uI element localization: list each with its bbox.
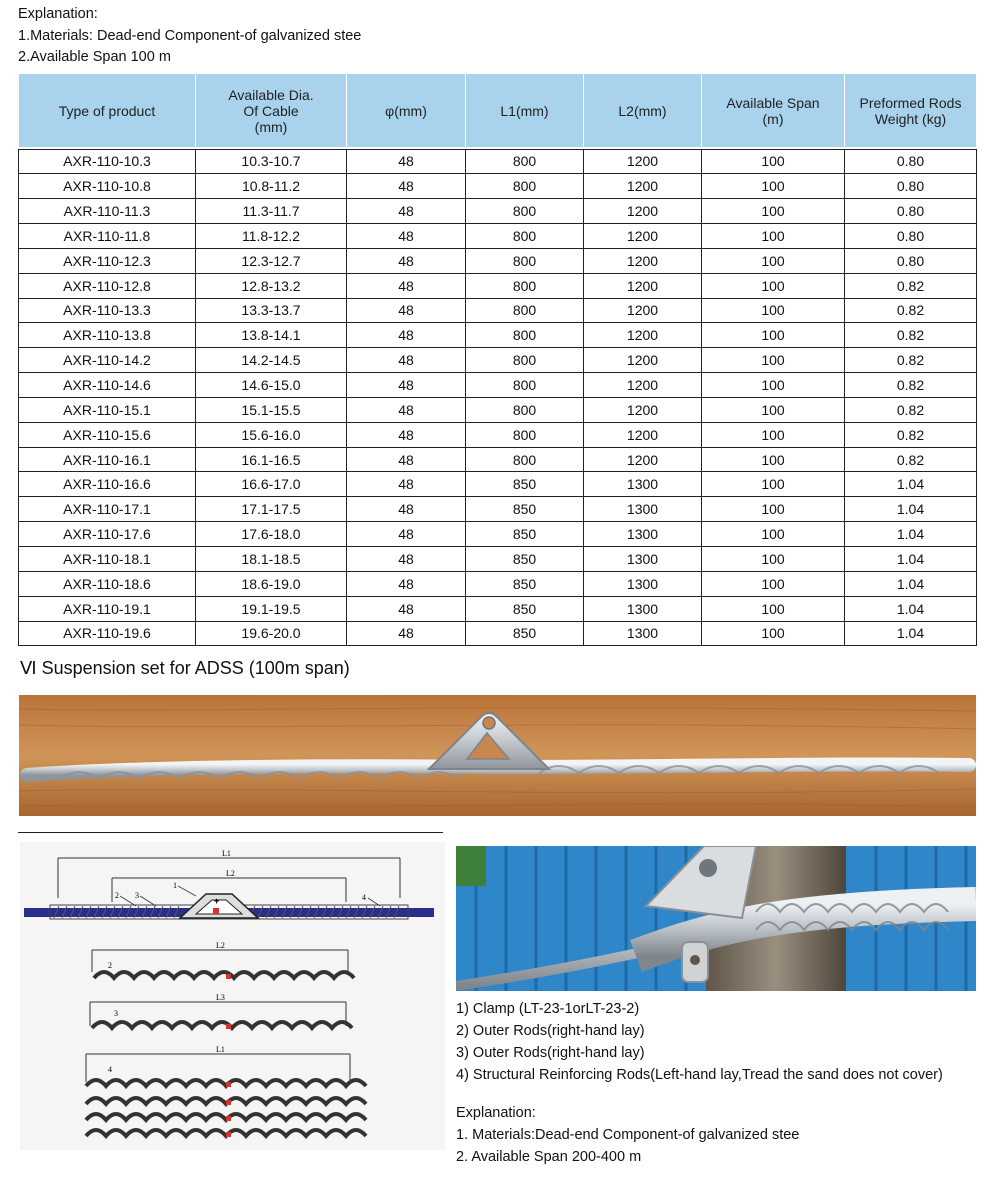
table-cell: 1.04 xyxy=(845,522,977,547)
table-cell: 100 xyxy=(702,397,845,422)
table-cell: 48 xyxy=(347,273,466,298)
table-row xyxy=(19,323,977,348)
legend-item: 4) Structural Reinforcing Rods(Left-hand lay,Tread the sand does not cover) xyxy=(456,1067,943,1083)
table-cell: 800 xyxy=(466,447,584,472)
table-row xyxy=(19,621,977,646)
table-row xyxy=(19,497,977,522)
table-cell: 100 xyxy=(702,199,845,224)
table-cell: 15.6-16.0 xyxy=(196,422,347,447)
diagram-label-n4: 4 xyxy=(362,893,366,902)
table-cell: 48 xyxy=(347,596,466,621)
table-header-cell xyxy=(466,74,584,147)
explanation-top xyxy=(18,4,361,69)
table-cell: AXR-110-11.3 xyxy=(19,199,196,224)
table-header-line: Type of product xyxy=(58,102,156,119)
table-header-cell xyxy=(702,74,845,147)
table-cell: 0.82 xyxy=(845,422,977,447)
table-cell: AXR-110-10.3 xyxy=(19,149,196,174)
table-cell: 1300 xyxy=(584,472,702,497)
table-cell: 800 xyxy=(466,298,584,323)
table-cell: AXR-110-13.3 xyxy=(19,298,196,323)
suspension-assembly-drawing xyxy=(20,842,445,1150)
table-header-line: Available Span xyxy=(726,94,820,111)
diagram-label-n1: 1 xyxy=(173,881,177,890)
table-cell: 800 xyxy=(466,224,584,249)
table-cell: 1300 xyxy=(584,621,702,646)
table-cell: AXR-110-18.6 xyxy=(19,571,196,596)
rod4-label-n4: 4 xyxy=(108,1065,112,1074)
table-cell: 48 xyxy=(347,323,466,348)
table-cell: 0.80 xyxy=(845,149,977,174)
table-cell: 800 xyxy=(466,422,584,447)
table-header-line: L2(mm) xyxy=(618,102,667,119)
table-cell: 12.3-12.7 xyxy=(196,248,347,273)
table-cell: 1200 xyxy=(584,248,702,273)
table-cell: AXR-110-19.6 xyxy=(19,621,196,646)
table-row xyxy=(19,174,977,199)
table-cell: AXR-110-18.1 xyxy=(19,547,196,572)
table-cell: 1200 xyxy=(584,149,702,174)
table-cell: 1200 xyxy=(584,323,702,348)
table-cell: 850 xyxy=(466,621,584,646)
table-cell: 48 xyxy=(347,199,466,224)
explanation-top-line-2: 2.Available Span 100 m xyxy=(18,49,171,65)
legend-item: 2) Outer Rods(right-hand lay) xyxy=(456,1023,645,1039)
table-cell: 0.82 xyxy=(845,447,977,472)
table-cell: 12.8-13.2 xyxy=(196,273,347,298)
table-cell: 1200 xyxy=(584,397,702,422)
table-cell: 800 xyxy=(466,248,584,273)
table-header-line: Weight (kg) xyxy=(874,110,947,127)
rod3-label-l3: L3 xyxy=(216,993,225,1002)
table-row xyxy=(19,397,977,422)
table-header-line: L1(mm) xyxy=(500,102,549,119)
table-cell: 11.3-11.7 xyxy=(196,199,347,224)
table-cell: 0.80 xyxy=(845,248,977,273)
table-header-row xyxy=(19,74,977,147)
table-cell: 0.80 xyxy=(845,224,977,249)
table-cell: 800 xyxy=(466,323,584,348)
table-row xyxy=(19,348,977,373)
table-row xyxy=(19,373,977,398)
table-cell: 48 xyxy=(347,621,466,646)
table-cell: 16.1-16.5 xyxy=(196,447,347,472)
table-cell: 800 xyxy=(466,348,584,373)
table-cell: 850 xyxy=(466,522,584,547)
table-cell: 1.04 xyxy=(845,547,977,572)
table-cell: 1200 xyxy=(584,447,702,472)
table-cell: 800 xyxy=(466,273,584,298)
table-row xyxy=(19,596,977,621)
table-cell: 1300 xyxy=(584,571,702,596)
table-row xyxy=(19,571,977,596)
table-header-cell xyxy=(196,74,347,147)
table-cell: 800 xyxy=(466,199,584,224)
table-cell: 0.82 xyxy=(845,373,977,398)
suspension-set-on-wood-photo xyxy=(19,695,976,816)
table-cell: 10.8-11.2 xyxy=(196,174,347,199)
table-cell: 1.04 xyxy=(845,621,977,646)
table-cell: 1200 xyxy=(584,422,702,447)
table-row xyxy=(19,472,977,497)
table-cell: 100 xyxy=(702,422,845,447)
table-cell: 17.6-18.0 xyxy=(196,522,347,547)
table-cell: 1.04 xyxy=(845,596,977,621)
table-cell: AXR-110-15.1 xyxy=(19,397,196,422)
table-cell: 1300 xyxy=(584,596,702,621)
explanation-bottom-heading: Explanation: xyxy=(456,1105,536,1121)
table-cell: 16.6-17.0 xyxy=(196,472,347,497)
table-cell: 100 xyxy=(702,323,845,348)
diagram-label-l1: L1 xyxy=(222,849,231,858)
table-cell: 800 xyxy=(466,174,584,199)
table-row xyxy=(19,447,977,472)
table-row xyxy=(19,199,977,224)
table-cell: AXR-110-11.8 xyxy=(19,224,196,249)
table-cell: 100 xyxy=(702,621,845,646)
table-cell: 48 xyxy=(347,447,466,472)
table-cell: 100 xyxy=(702,472,845,497)
table-row xyxy=(19,522,977,547)
legend-item: 1) Clamp (LT-23-1orLT-23-2) xyxy=(456,1001,640,1017)
table-row xyxy=(19,298,977,323)
table-cell: 100 xyxy=(702,224,845,249)
table-cell: 48 xyxy=(347,472,466,497)
table-header-cell xyxy=(845,74,977,147)
table-cell: 800 xyxy=(466,373,584,398)
section-title: Ⅵ Suspension set for ADSS (100m span) xyxy=(20,658,350,678)
rod4-label-l1: L1 xyxy=(216,1045,225,1054)
table-cell: 48 xyxy=(347,348,466,373)
table-cell: 0.80 xyxy=(845,174,977,199)
table-cell: 100 xyxy=(702,348,845,373)
table-row xyxy=(19,149,977,174)
table-cell: 48 xyxy=(347,571,466,596)
table-cell: AXR-110-13.8 xyxy=(19,323,196,348)
table-cell: 19.6-20.0 xyxy=(196,621,347,646)
suspension-clamp-on-pole-photo xyxy=(456,846,976,991)
table-cell: 1200 xyxy=(584,273,702,298)
table-cell: AXR-110-15.6 xyxy=(19,422,196,447)
table-cell: AXR-110-19.1 xyxy=(19,596,196,621)
table-cell: 100 xyxy=(702,447,845,472)
diagram-label-l2: L2 xyxy=(226,869,235,878)
table-cell: AXR-110-17.6 xyxy=(19,522,196,547)
table-cell: 48 xyxy=(347,422,466,447)
table-cell: 13.3-13.7 xyxy=(196,298,347,323)
table-cell: 100 xyxy=(702,248,845,273)
table-cell: 48 xyxy=(347,174,466,199)
table-cell: 850 xyxy=(466,472,584,497)
diagram-label-n2: 2 xyxy=(115,891,119,900)
table-header-cell xyxy=(19,74,196,147)
table-cell: 48 xyxy=(347,224,466,249)
table-cell: 19.1-19.5 xyxy=(196,596,347,621)
table-cell: 48 xyxy=(347,298,466,323)
table-cell: 1200 xyxy=(584,373,702,398)
explanation-top-heading: Explanation: xyxy=(18,6,98,22)
table-cell: 0.82 xyxy=(845,273,977,298)
legend-item: 3) Outer Rods(right-hand lay) xyxy=(456,1045,645,1061)
explanation-top-line-1: 1.Materials: Dead-end Component-of galvanized stee xyxy=(18,27,362,44)
table-cell: 1300 xyxy=(584,522,702,547)
table-cell: 13.8-14.1 xyxy=(196,323,347,348)
table-cell: 100 xyxy=(702,174,845,199)
table-cell: 0.82 xyxy=(845,323,977,348)
table-cell: 850 xyxy=(466,571,584,596)
table-cell: 100 xyxy=(702,522,845,547)
table-cell: 48 xyxy=(347,149,466,174)
table-header-line: (mm) xyxy=(254,118,288,135)
table-cell: 1.04 xyxy=(845,472,977,497)
table-cell: 1300 xyxy=(584,547,702,572)
table-cell: 1200 xyxy=(584,199,702,224)
rod2-label-n2: 2 xyxy=(108,961,112,970)
diagram-label-n3: 3 xyxy=(135,891,139,900)
table-cell: 1.04 xyxy=(845,571,977,596)
table-cell: 100 xyxy=(702,373,845,398)
table-cell: 100 xyxy=(702,149,845,174)
table-cell: AXR-110-14.2 xyxy=(19,348,196,373)
table-header-line: Of Cable xyxy=(243,102,299,119)
svg-text:+: + xyxy=(214,896,220,906)
table-cell: 0.80 xyxy=(845,199,977,224)
table-cell: 1200 xyxy=(584,224,702,249)
explanation-bottom-line-1: 1. Materials:Dead-end Component-of galvanized stee xyxy=(456,1127,800,1143)
parts-legend xyxy=(456,998,943,1086)
table-cell: 850 xyxy=(466,596,584,621)
table-cell: 1200 xyxy=(584,348,702,373)
table-header-line: (m) xyxy=(762,110,784,127)
table-cell: AXR-110-12.3 xyxy=(19,248,196,273)
table-cell: 10.3-10.7 xyxy=(196,149,347,174)
table-cell: 100 xyxy=(702,547,845,572)
table-cell: AXR-110-16.6 xyxy=(19,472,196,497)
table-cell: 850 xyxy=(466,547,584,572)
explanation-bottom-line-2: 2. Available Span 200-400 m xyxy=(456,1149,642,1165)
table-row xyxy=(19,224,977,249)
table-cell: AXR-110-17.1 xyxy=(19,497,196,522)
rod2-label-l2: L2 xyxy=(216,941,225,950)
table-row xyxy=(19,248,977,273)
table-cell: 48 xyxy=(347,547,466,572)
table-cell: 48 xyxy=(347,397,466,422)
divider-line xyxy=(18,832,443,833)
table-cell: AXR-110-14.6 xyxy=(19,373,196,398)
table-cell: 800 xyxy=(466,397,584,422)
table-cell: 0.82 xyxy=(845,298,977,323)
table-body xyxy=(19,149,977,646)
table-cell: 800 xyxy=(466,149,584,174)
table-cell: 14.2-14.5 xyxy=(196,348,347,373)
table-cell: 100 xyxy=(702,273,845,298)
table-cell: AXR-110-10.8 xyxy=(19,174,196,199)
table-header-line: Available Dia. xyxy=(228,86,314,103)
table-cell: 0.82 xyxy=(845,348,977,373)
table-cell: 100 xyxy=(702,596,845,621)
table-cell: 1300 xyxy=(584,497,702,522)
table-cell: 17.1-17.5 xyxy=(196,497,347,522)
table-cell: 48 xyxy=(347,373,466,398)
table-cell: 11.8-12.2 xyxy=(196,224,347,249)
table-row xyxy=(19,273,977,298)
table-cell: 48 xyxy=(347,248,466,273)
table-cell: 100 xyxy=(702,571,845,596)
table-cell: 48 xyxy=(347,497,466,522)
table-cell: 15.1-15.5 xyxy=(196,397,347,422)
spec-table xyxy=(18,74,977,646)
table-cell: 100 xyxy=(702,497,845,522)
table-cell: 1200 xyxy=(584,298,702,323)
table-cell: 850 xyxy=(466,497,584,522)
table-cell: 1.04 xyxy=(845,497,977,522)
table-header-cell xyxy=(584,74,702,147)
table-header-line: φ(mm) xyxy=(385,102,427,119)
rod3-label-n3: 3 xyxy=(114,1009,118,1018)
table-cell: 48 xyxy=(347,522,466,547)
table-cell: AXR-110-12.8 xyxy=(19,273,196,298)
table-row xyxy=(19,422,977,447)
table-row xyxy=(19,547,977,572)
table-cell: 14.6-15.0 xyxy=(196,373,347,398)
table-cell: AXR-110-16.1 xyxy=(19,447,196,472)
table-cell: 1200 xyxy=(584,174,702,199)
table-cell: 0.82 xyxy=(845,397,977,422)
table-header-cell xyxy=(347,74,466,147)
explanation-bottom xyxy=(456,1102,799,1168)
table-cell: 100 xyxy=(702,298,845,323)
table-header-line: Preformed Rods xyxy=(859,94,962,111)
table-cell: 18.1-18.5 xyxy=(196,547,347,572)
table-cell: 18.6-19.0 xyxy=(196,571,347,596)
